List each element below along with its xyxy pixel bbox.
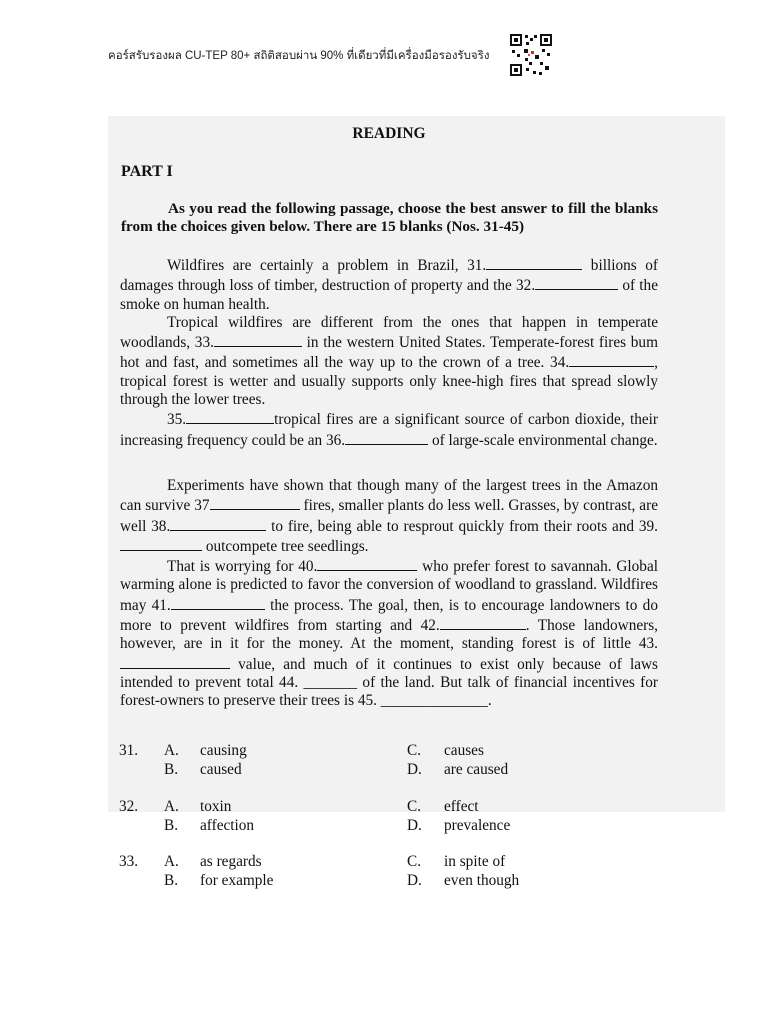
passage-text: That is worrying for 40. <box>167 558 318 576</box>
section-title: READING <box>352 125 426 142</box>
blank-34[interactable] <box>569 352 654 367</box>
option-b[interactable]: affection <box>200 817 255 834</box>
passage-text: billions of damages through loss of timber, destruction of property and the 32. <box>120 257 658 295</box>
option-letter: C. <box>407 742 422 759</box>
blank-42[interactable] <box>440 615 526 630</box>
passage-text: Wildfires are certainly a problem in Brazil, 31. <box>167 257 487 274</box>
header-ad-text: คอร์สรับรองผล CU-TEP 80+ สถิติสอบผ่าน 90% ที่เดียวที่มีเครื่องมือรองรับจริง <box>108 50 490 62</box>
option-letter: A. <box>164 853 179 870</box>
passage-text: Tropical wildfires are different from the ones that happen in temperate woodlands, 33. <box>120 313 658 352</box>
option-letter: A. <box>164 742 179 759</box>
passage-text: of the smoke on human health. <box>120 277 658 313</box>
option-letter: B. <box>164 761 179 778</box>
passage-text: who prefer forest to savannah. Global warming alone is predicted to favor the conversion of woodland to grassland. Wildfires may 41. <box>120 558 658 614</box>
passage-text: value, and much of it continues to exist only because of laws intended to prevent total 44. _______ of the land. But talk of financial incentives for forest-owners to preserve their trees is 45. ______________. <box>120 655 658 710</box>
option-letter: B. <box>164 872 179 889</box>
blank-37[interactable] <box>210 495 300 510</box>
option-d[interactable]: even though <box>444 872 520 889</box>
option-a[interactable]: causing <box>200 742 247 759</box>
option-a[interactable]: toxin <box>200 798 232 815</box>
instructions: As you read the following passage, choose the best answer to fill the blanks from the choices given below. There are 15 blanks (Nos. 31-45) <box>121 200 658 235</box>
option-letter: C. <box>407 853 422 870</box>
option-b[interactable]: for example <box>200 872 274 889</box>
blank-43[interactable] <box>120 654 230 669</box>
passage-text: in the western United States. Temperate-forest fires bum hot and fast, and sometimes all the way up to the crown of a tree. 34. <box>120 334 658 372</box>
option-letter: D. <box>407 817 422 834</box>
option-letter: B. <box>164 817 179 834</box>
blank-32[interactable] <box>535 275 618 290</box>
passage-text: . Those landowners, however, are in it for the money. At the moment, standing forest is of little 43. <box>120 617 658 653</box>
option-c[interactable]: in spite of <box>444 853 506 870</box>
blank-35[interactable] <box>186 409 274 424</box>
passage-text: tropical fires are a significant source of carbon dioxide, their increasing frequency could be an 36. <box>120 411 658 449</box>
blank-41[interactable] <box>171 595 265 610</box>
blank-40[interactable] <box>317 556 417 571</box>
option-c[interactable]: causes <box>444 742 484 759</box>
option-d[interactable]: prevalence <box>444 817 511 834</box>
passage-paragraph-1 <box>120 255 658 450</box>
passage-text: of large-scale environmental change. <box>428 431 658 449</box>
option-b[interactable]: caused <box>200 761 242 778</box>
blank-36[interactable] <box>345 430 428 445</box>
option-letter: A. <box>164 798 179 815</box>
passage-text: to fire, being able to resprout quickly from their roots and 39. <box>266 517 658 535</box>
question-number: 31. <box>119 742 139 759</box>
passage-text: , tropical forest is wetter and usually supports only knee-high fires that spread slowly through the lower trees. <box>120 354 658 409</box>
option-letter: D. <box>407 872 422 889</box>
option-letter: D. <box>407 761 422 778</box>
blank-33[interactable] <box>214 332 302 347</box>
passage-text: Experiments have shown that though many of the largest trees in the Amazon can survive 37 <box>120 477 658 515</box>
passage-text: outcompete tree seedlings. <box>202 537 369 555</box>
option-d[interactable]: are caused <box>444 761 509 778</box>
passage-text: fires, smaller plants do less well. Grasses, by contrast, are well 38. <box>120 497 658 535</box>
qr-code-icon[interactable] <box>509 33 553 77</box>
blank-39[interactable] <box>120 536 202 551</box>
option-a[interactable]: as regards <box>200 853 262 870</box>
passage-text: the process. The goal, then, is to encourage landowners to do more to prevent wildfires from starting and 42. <box>120 596 658 635</box>
question-number: 32. <box>119 798 139 815</box>
question-number: 33. <box>119 853 139 870</box>
part-label: PART I <box>121 163 173 180</box>
option-letter: C. <box>407 798 422 815</box>
blank-31[interactable] <box>486 255 582 270</box>
passage-paragraph-2 <box>120 477 658 711</box>
blank-38[interactable] <box>170 516 266 531</box>
passage-text: 35. <box>167 411 187 429</box>
option-c[interactable]: effect <box>444 798 479 815</box>
